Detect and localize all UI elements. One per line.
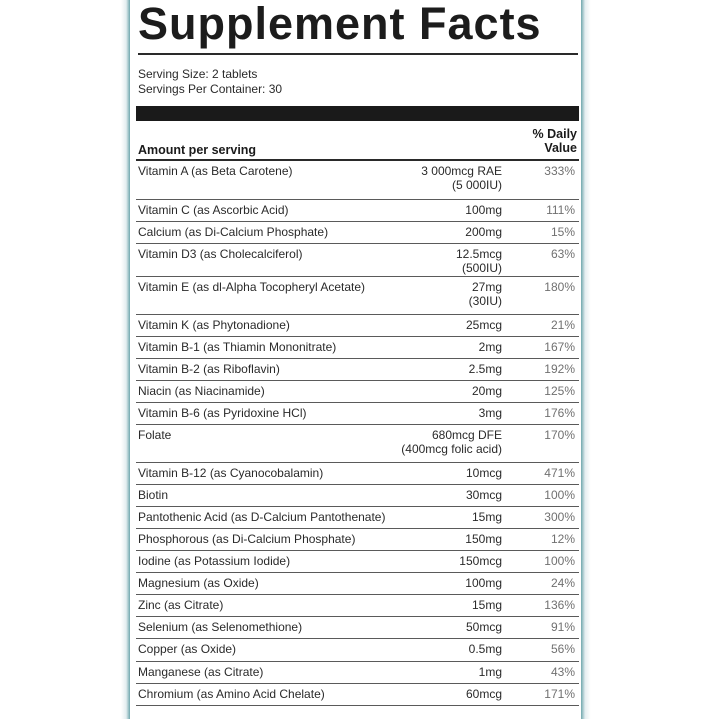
nutrient-row	[136, 200, 579, 222]
nutrient-daily-value: 15%	[550, 225, 575, 239]
nutrient-amount-line: 27mg	[471, 280, 502, 294]
daily-value-header-line1: % Daily	[532, 127, 577, 141]
nutrient-amount-line: 50mcg	[465, 620, 502, 634]
nutrient-amount-line: 0.5mg	[468, 642, 502, 656]
nutrient-row	[136, 595, 579, 617]
nutrient-row	[136, 662, 579, 684]
nutrient-name: Iodine (as Potassium Iodide)	[138, 554, 291, 568]
nutrient-amount-line: 1mg	[478, 665, 502, 679]
title-rule	[138, 53, 578, 55]
nutrient-name: Pantothenic Acid (as D-Calcium Pantothenate)	[138, 510, 386, 524]
nutrient-row	[136, 359, 579, 381]
nutrient-row	[136, 485, 579, 507]
nutrient-amount-line: 3mg	[478, 406, 502, 420]
bottle-edge-left	[0, 0, 130, 719]
nutrient-name: Manganese (as Citrate)	[138, 665, 264, 679]
nutrient-daily-value: 471%	[544, 466, 575, 480]
nutrient-amount-line: 680mcg DFE	[431, 428, 502, 442]
nutrient-daily-value: 176%	[544, 406, 575, 420]
nutrient-amount-line: (400mcg folic acid)	[401, 442, 502, 456]
nutrient-amount	[469, 280, 502, 308]
daily-value-header	[507, 127, 577, 155]
nutrient-amount	[465, 225, 502, 239]
nutrient-daily-value: 91%	[550, 620, 575, 634]
nutrient-daily-value: 136%	[544, 598, 575, 612]
nutrient-row	[136, 222, 579, 244]
nutrient-amount-line: 2.5mg	[468, 362, 502, 376]
nutrient-amount-line: 60mcg	[465, 687, 502, 701]
serving-info	[138, 67, 282, 97]
nutrient-amount	[401, 428, 502, 456]
nutrient-amount-line: 10mcg	[465, 466, 502, 480]
nutrient-daily-value: 192%	[544, 362, 575, 376]
nutrient-amount-line: 30mcg	[465, 488, 502, 502]
thick-divider-bar	[136, 106, 579, 121]
nutrient-amount	[466, 466, 502, 480]
nutrient-daily-value: 56%	[550, 642, 575, 656]
nutrient-amount	[465, 576, 502, 590]
nutrient-name: Magnesium (as Oxide)	[138, 576, 259, 590]
nutrient-row	[136, 403, 579, 425]
nutrient-amount	[421, 164, 502, 192]
nutrient-amount-line: 20mg	[471, 384, 502, 398]
nutrient-name: Vitamin B-6 (as Pyridoxine HCl)	[138, 406, 307, 420]
nutrient-daily-value: 100%	[544, 554, 575, 568]
nutrient-row	[136, 381, 579, 403]
daily-value-header-line2: Value	[544, 141, 577, 155]
nutrient-amount-line: 15mg	[471, 510, 502, 524]
nutrient-name: Zinc (as Citrate)	[138, 598, 224, 612]
nutrient-row	[136, 425, 579, 463]
nutrient-amount	[466, 620, 502, 634]
nutrient-amount	[469, 362, 502, 376]
nutrient-name: Vitamin K (as Phytonadione)	[138, 318, 290, 332]
nutrient-row	[136, 244, 579, 277]
nutrient-daily-value: 12%	[550, 532, 575, 546]
nutrient-name: Folate	[138, 428, 172, 442]
nutrient-amount-line: 25mcg	[465, 318, 502, 332]
nutrient-amount-line: 150mcg	[459, 554, 502, 568]
nutrient-amount-line: 100mg	[465, 576, 502, 590]
nutrient-name: Vitamin C (as Ascorbic Acid)	[138, 203, 289, 217]
bottle-edge-right	[581, 0, 719, 719]
nutrient-daily-value: 100%	[544, 488, 575, 502]
nutrient-amount	[456, 247, 502, 275]
nutrient-amount-line: 3 000mcg RAE	[421, 164, 502, 178]
nutrient-amount-line: 2mg	[478, 340, 502, 354]
nutrient-name: Chromium (as Amino Acid Chelate)	[138, 687, 325, 701]
nutrient-row	[136, 617, 579, 639]
nutrient-row	[136, 684, 579, 706]
nutrient-amount-line: (5 000IU)	[451, 178, 502, 192]
nutrient-row	[136, 529, 579, 551]
nutrient-amount-line: 15mg	[471, 598, 502, 612]
nutrient-row	[136, 573, 579, 595]
nutrient-amount	[472, 510, 502, 524]
nutrient-daily-value: 333%	[544, 164, 575, 178]
nutrient-amount-line: 12.5mcg	[455, 247, 502, 261]
nutrient-daily-value: 171%	[544, 687, 575, 701]
amount-per-serving-header: Amount per serving	[138, 143, 257, 157]
nutrient-daily-value: 180%	[544, 280, 575, 294]
supplement-facts-label	[130, 0, 581, 719]
nutrient-amount	[479, 406, 502, 420]
nutrient-name: Vitamin A (as Beta Carotene)	[138, 164, 293, 178]
nutrient-row	[136, 277, 579, 315]
nutrient-amount-line: 200mg	[465, 225, 502, 239]
nutrient-amount	[459, 554, 502, 568]
nutrient-name: Selenium (as Selenomethione)	[138, 620, 303, 634]
label-title: Supplement Facts	[138, 0, 542, 49]
nutrient-amount	[466, 488, 502, 502]
nutrient-row	[136, 551, 579, 573]
nutrient-amount	[479, 665, 502, 679]
nutrient-row	[136, 315, 579, 337]
nutrient-daily-value: 21%	[550, 318, 575, 332]
nutrient-row	[136, 639, 579, 662]
nutrient-row	[136, 337, 579, 359]
nutrient-table	[136, 161, 579, 706]
nutrient-daily-value: 167%	[544, 340, 575, 354]
nutrient-daily-value: 125%	[544, 384, 575, 398]
servings-per-container: Servings Per Container: 30	[138, 82, 283, 96]
nutrient-amount	[465, 203, 502, 217]
nutrient-name: Biotin	[138, 488, 169, 502]
nutrient-name: Vitamin E (as dl-Alpha Tocopheryl Acetate)	[138, 280, 366, 294]
nutrient-name: Vitamin B-1 (as Thiamin Mononitrate)	[138, 340, 337, 354]
nutrient-row	[136, 161, 579, 200]
nutrient-daily-value: 63%	[550, 247, 575, 261]
nutrient-amount	[469, 642, 502, 656]
nutrient-amount	[472, 384, 502, 398]
nutrient-name: Vitamin D3 (as Cholecalciferol)	[138, 247, 303, 261]
nutrient-amount-line: 150mg	[465, 532, 502, 546]
nutrient-name: Niacin (as Niacinamide)	[138, 384, 265, 398]
nutrient-amount	[479, 340, 502, 354]
nutrient-amount	[466, 318, 502, 332]
nutrient-name: Vitamin B-12 (as Cyanocobalamin)	[138, 466, 324, 480]
nutrient-amount	[466, 687, 502, 701]
nutrient-name: Calcium (as Di-Calcium Phosphate)	[138, 225, 329, 239]
nutrient-daily-value: 43%	[550, 665, 575, 679]
nutrient-name: Copper (as Oxide)	[138, 642, 237, 656]
serving-size: Serving Size: 2 tablets	[138, 67, 258, 81]
nutrient-name: Phosphorous (as Di-Calcium Phosphate)	[138, 532, 356, 546]
nutrient-daily-value: 111%	[546, 203, 575, 217]
nutrient-amount-line: (30IU)	[468, 294, 502, 308]
nutrient-amount-line: (500IU)	[461, 261, 502, 275]
nutrient-row	[136, 463, 579, 485]
nutrient-row	[136, 507, 579, 529]
nutrient-daily-value: 170%	[544, 428, 575, 442]
nutrient-name: Vitamin B-2 (as Riboflavin)	[138, 362, 280, 376]
nutrient-amount	[465, 532, 502, 546]
nutrient-daily-value: 300%	[544, 510, 575, 524]
nutrient-daily-value: 24%	[550, 576, 575, 590]
nutrient-amount-line: 100mg	[465, 203, 502, 217]
nutrient-amount	[472, 598, 502, 612]
